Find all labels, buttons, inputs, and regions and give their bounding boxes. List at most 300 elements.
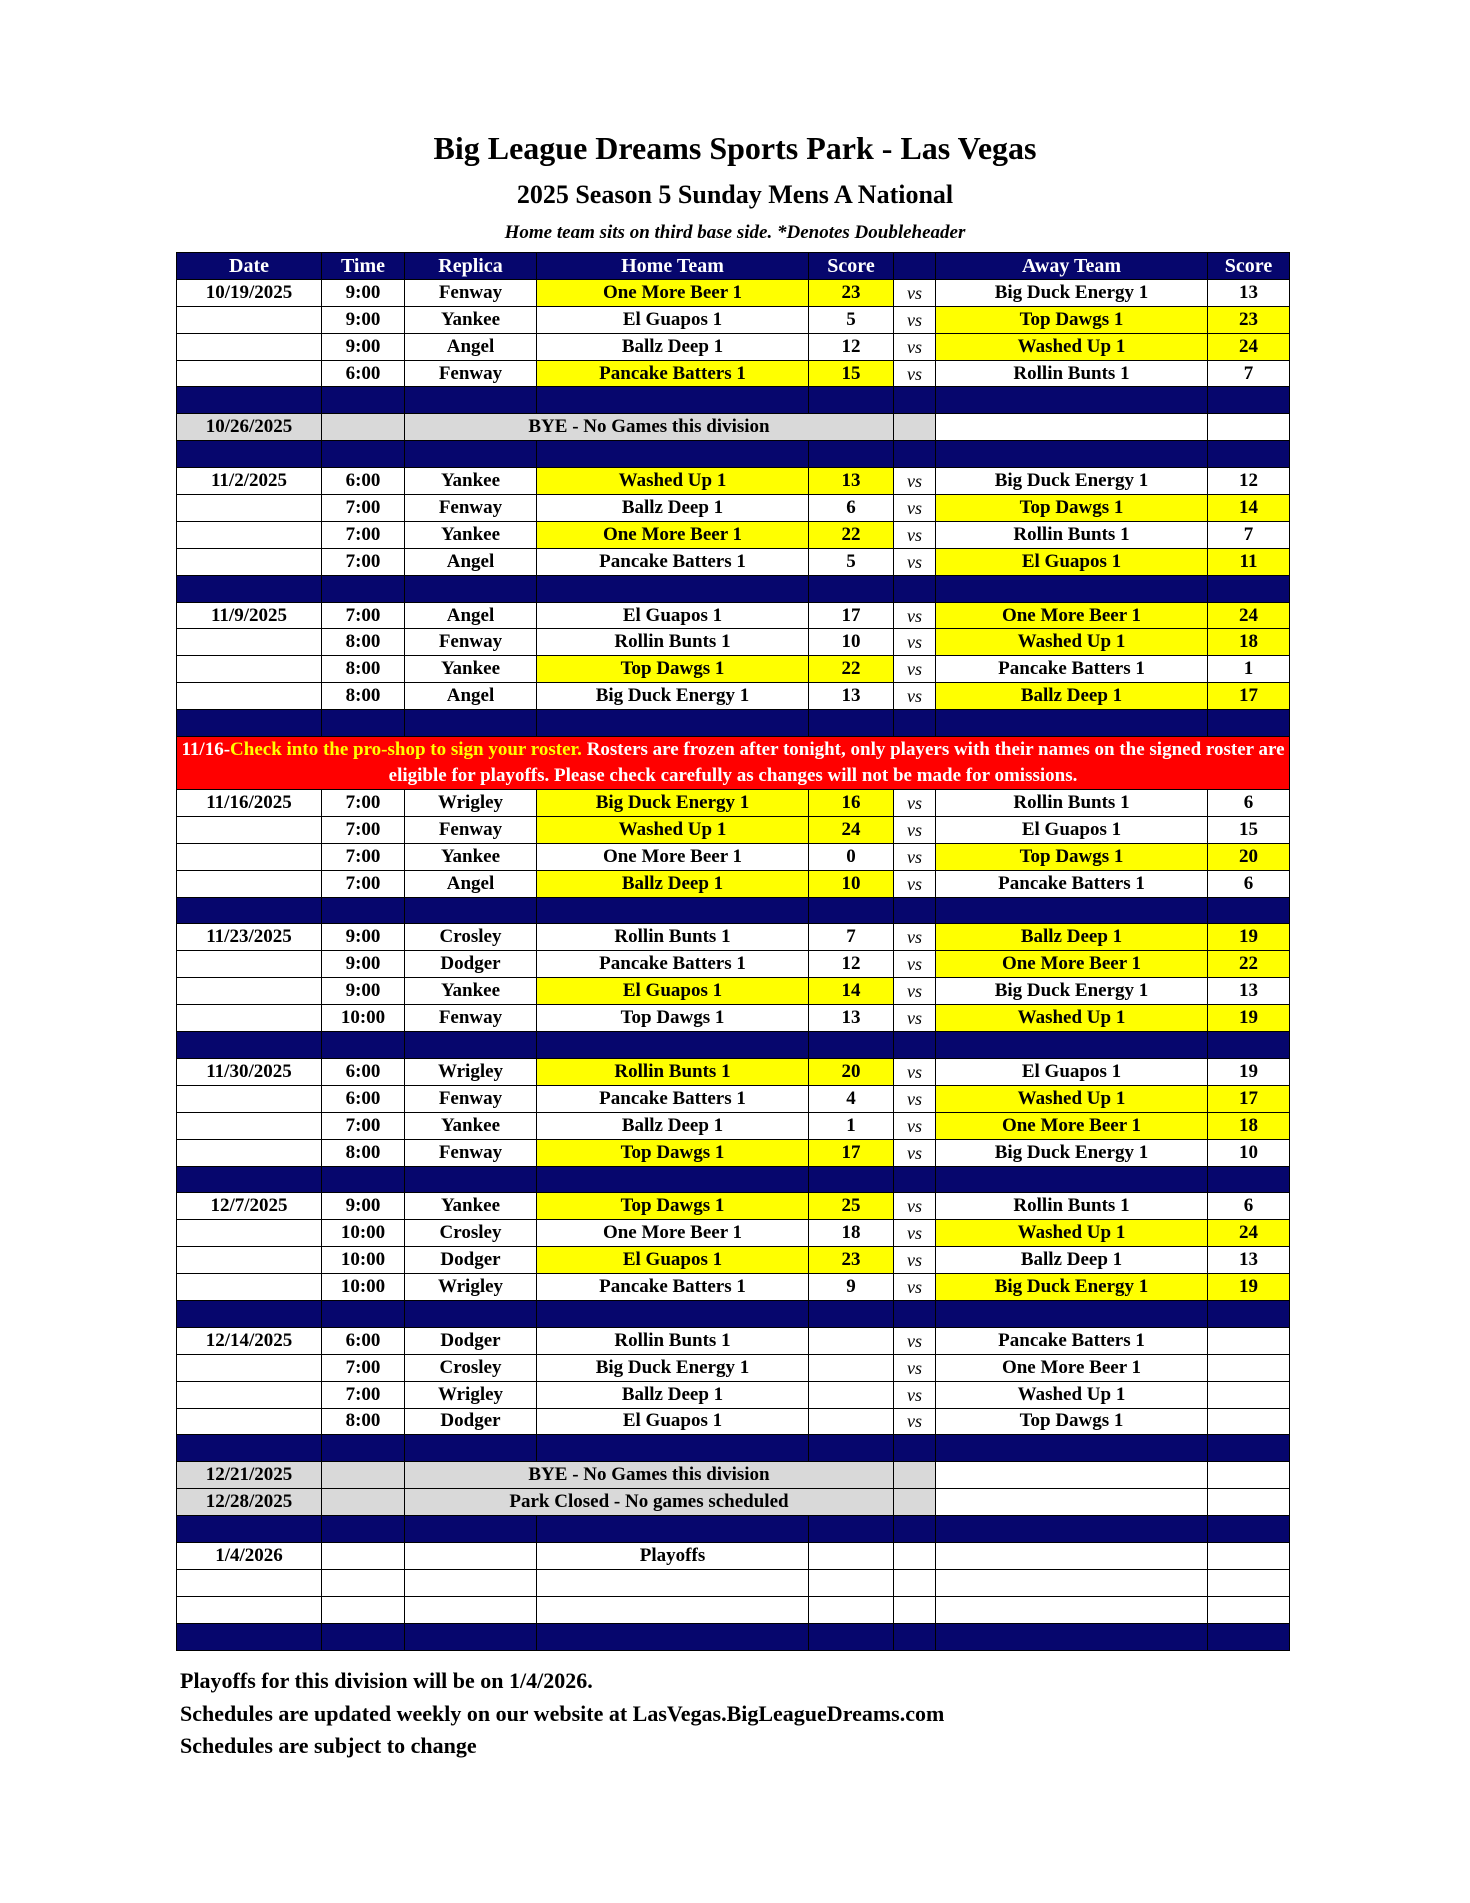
home-team-cell: One More Beer 1 [537,279,809,306]
separator-cell [936,897,1208,924]
separator-row [177,1435,1290,1462]
vs-cell: vs [894,279,936,306]
replica-field-cell: Fenway [405,1085,537,1112]
date-cell [177,1085,322,1112]
separator-cell [1208,575,1290,602]
home-team-cell: Pancake Batters 1 [537,951,809,978]
blank-cell [405,1569,537,1596]
bye-message: BYE - No Games this division [405,1462,894,1489]
separator-cell [322,1516,405,1543]
home-team-cell: Ballz Deep 1 [537,333,809,360]
separator-cell [1208,387,1290,414]
game-row [177,1327,1290,1354]
away-score-cell: 14 [1208,495,1290,522]
away-score-cell: 22 [1208,951,1290,978]
away-team-cell: Washed Up 1 [936,333,1208,360]
vs-cell: vs [894,843,936,870]
vs-cell: vs [894,951,936,978]
vs-cell: vs [894,521,936,548]
away-team-cell: Ballz Deep 1 [936,924,1208,951]
home-score-cell: 1 [809,1112,894,1139]
home-team-cell: Top Dawgs 1 [537,1005,809,1032]
home-team-cell: Big Duck Energy 1 [537,683,809,710]
home-score-cell: 10 [809,870,894,897]
away-score-cell: 6 [1208,1193,1290,1220]
home-score-cell: 7 [809,924,894,951]
replica-field-cell: Wrigley [405,1381,537,1408]
blank-cell [537,1596,809,1623]
column-header-away-team: Away Team [936,253,1208,280]
away-score-cell: 18 [1208,629,1290,656]
vs-cell: vs [894,870,936,897]
away-score-cell [1208,1542,1290,1569]
separator-cell [936,441,1208,468]
home-team-cell: Rollin Bunts 1 [537,1327,809,1354]
home-score-cell: 5 [809,306,894,333]
column-header-replica: Replica [405,253,537,280]
date-cell [177,495,322,522]
blank-cell [894,1596,936,1623]
vs-cell: vs [894,629,936,656]
replica-field-cell: Fenway [405,1139,537,1166]
replica-field-cell: Wrigley [405,1058,537,1085]
home-team-cell: Big Duck Energy 1 [537,790,809,817]
separator-cell [405,441,537,468]
date-cell [177,629,322,656]
date-cell [177,978,322,1005]
away-team-cell: Ballz Deep 1 [936,1247,1208,1274]
separator-cell [1208,1166,1290,1193]
time-cell: 8:00 [322,656,405,683]
blank-cell [177,1569,322,1596]
roster-alert [177,737,1290,790]
separator-cell [1208,1032,1290,1059]
separator-cell [405,897,537,924]
home-score-cell [809,1327,894,1354]
page-title: Big League Dreams Sports Park - Las Vegas [433,130,1037,166]
away-team-cell: Top Dawgs 1 [936,495,1208,522]
separator-cell [894,1300,936,1327]
bye-message: BYE - No Games this division [405,414,894,441]
replica-field-cell: Angel [405,333,537,360]
separator-cell [809,1166,894,1193]
away-score-cell: 10 [1208,1139,1290,1166]
vs-cell: vs [894,333,936,360]
time-cell: 9:00 [322,924,405,951]
blank-cell [1208,1569,1290,1596]
home-team-cell: Big Duck Energy 1 [537,1354,809,1381]
game-row [177,468,1290,495]
time-cell: 7:00 [322,1354,405,1381]
away-score-cell: 7 [1208,360,1290,387]
home-team-cell: One More Beer 1 [537,521,809,548]
home-team-cell: El Guapos 1 [537,306,809,333]
time-cell: 10:00 [322,1005,405,1032]
vs-cell: vs [894,495,936,522]
footer-change-note: Schedules are subject to change [180,1733,477,1758]
separator-cell [894,1032,936,1059]
away-team-cell: Washed Up 1 [936,629,1208,656]
separator-cell [809,1516,894,1543]
date-cell [177,306,322,333]
separator-cell [405,1435,537,1462]
time-cell: 7:00 [322,816,405,843]
time-cell [322,414,405,441]
replica-field-cell: Crosley [405,1220,537,1247]
separator-cell [894,575,936,602]
vs-cell: vs [894,683,936,710]
time-cell: 8:00 [322,1139,405,1166]
home-team-cell: Ballz Deep 1 [537,1381,809,1408]
away-team-cell: Ballz Deep 1 [936,683,1208,710]
game-row [177,629,1290,656]
roster-alert-row [177,737,1290,790]
away-score-cell: 11 [1208,548,1290,575]
separator-cell [537,1516,809,1543]
away-score-cell: 6 [1208,790,1290,817]
separator-row [177,441,1290,468]
home-team-cell: Pancake Batters 1 [537,360,809,387]
header-row [177,253,1290,280]
replica-field-cell: Angel [405,870,537,897]
home-score-cell [809,1408,894,1435]
game-row [177,548,1290,575]
time-cell: 9:00 [322,951,405,978]
separator-cell [537,1435,809,1462]
separator-cell [537,897,809,924]
time-cell: 8:00 [322,629,405,656]
home-team-cell: El Guapos 1 [537,602,809,629]
vs-cell: vs [894,1327,936,1354]
home-team-cell: Top Dawgs 1 [537,656,809,683]
home-score-cell: 20 [809,1058,894,1085]
separator-cell [936,1032,1208,1059]
time-cell: 7:00 [322,548,405,575]
time-cell: 7:00 [322,602,405,629]
game-row [177,495,1290,522]
separator-cell [809,710,894,737]
home-score-cell: 4 [809,1085,894,1112]
separator-cell [322,1166,405,1193]
home-score-cell: 12 [809,333,894,360]
separator-cell [809,1435,894,1462]
date-cell: 10/19/2025 [177,279,322,306]
away-score-cell: 7 [1208,521,1290,548]
replica-field-cell: Yankee [405,1112,537,1139]
away-team-cell: Washed Up 1 [936,1381,1208,1408]
game-row [177,1381,1290,1408]
separator-cell [177,1032,322,1059]
date-cell: 11/30/2025 [177,1058,322,1085]
home-team-cell: Washed Up 1 [537,816,809,843]
time-cell: 7:00 [322,1381,405,1408]
away-team-cell: One More Beer 1 [936,951,1208,978]
game-row [177,1220,1290,1247]
date-cell [177,870,322,897]
time-cell: 6:00 [322,1327,405,1354]
away-score-cell: 13 [1208,978,1290,1005]
replica-field-cell: Dodger [405,951,537,978]
date-cell [177,521,322,548]
game-row [177,333,1290,360]
time-cell: 9:00 [322,978,405,1005]
separator-cell [894,1516,936,1543]
away-score-cell [1208,1408,1290,1435]
separator-cell [537,1032,809,1059]
away-team-cell: One More Beer 1 [936,1112,1208,1139]
vs-cell [894,1542,936,1569]
blank-cell [322,1569,405,1596]
away-team-cell [936,414,1208,441]
separator-cell [809,897,894,924]
vs-cell: vs [894,548,936,575]
away-score-cell: 24 [1208,602,1290,629]
away-score-cell: 13 [1208,279,1290,306]
separator-cell [537,1300,809,1327]
blank-cell [894,1569,936,1596]
separator-cell [177,1435,322,1462]
away-score-cell [1208,1381,1290,1408]
vs-cell: vs [894,1193,936,1220]
home-team-cell: El Guapos 1 [537,1408,809,1435]
away-score-cell [1208,1327,1290,1354]
date-cell: 11/23/2025 [177,924,322,951]
home-score-cell: 22 [809,521,894,548]
game-row [177,1058,1290,1085]
vs-cell: vs [894,1354,936,1381]
away-score-cell: 15 [1208,816,1290,843]
home-score-cell: 23 [809,1247,894,1274]
home-score-cell: 24 [809,816,894,843]
replica-field-cell: Angel [405,548,537,575]
date-cell [177,1408,322,1435]
separator-row [177,1032,1290,1059]
separator-cell [894,441,936,468]
home-score-cell: 25 [809,1193,894,1220]
home-team-cell: Ballz Deep 1 [537,870,809,897]
game-row [177,1139,1290,1166]
separator-cell [177,575,322,602]
home-team-cell: Pancake Batters 1 [537,1274,809,1301]
time-cell: 8:00 [322,683,405,710]
separator-cell [177,1166,322,1193]
separator-cell [405,1516,537,1543]
column-header-home-team: Home Team [537,253,809,280]
away-team-cell: Rollin Bunts 1 [936,521,1208,548]
vs-cell: vs [894,1058,936,1085]
home-team-cell: Rollin Bunts 1 [537,1058,809,1085]
home-team-cell: Ballz Deep 1 [537,1112,809,1139]
away-score-cell: 24 [1208,1220,1290,1247]
vs-cell: vs [894,306,936,333]
date-cell: 12/21/2025 [177,1462,322,1489]
game-row [177,360,1290,387]
away-team-cell: El Guapos 1 [936,548,1208,575]
date-cell [177,951,322,978]
date-cell [177,1381,322,1408]
date-cell [177,360,322,387]
home-score-cell: 17 [809,1139,894,1166]
separator-cell [177,387,322,414]
separator-cell [809,575,894,602]
time-cell: 7:00 [322,870,405,897]
separator-cell [405,387,537,414]
time-cell: 7:00 [322,521,405,548]
away-team-cell: Top Dawgs 1 [936,843,1208,870]
away-score-cell: 6 [1208,870,1290,897]
away-score-cell [1208,1462,1290,1489]
away-score-cell: 19 [1208,924,1290,951]
vs-cell: vs [894,656,936,683]
separator-row [177,897,1290,924]
away-team-cell: Big Duck Energy 1 [936,468,1208,495]
separator-cell [809,441,894,468]
separator-cell [894,710,936,737]
replica-field-cell: Yankee [405,468,537,495]
date-cell [177,1112,322,1139]
separator-cell [322,441,405,468]
replica-field-cell: Yankee [405,978,537,1005]
time-cell: 10:00 [322,1220,405,1247]
date-cell [177,1247,322,1274]
home-score-cell: 12 [809,951,894,978]
home-score-cell [809,1542,894,1569]
separator-cell [936,710,1208,737]
blank-cell [322,1596,405,1623]
replica-field-cell: Fenway [405,816,537,843]
away-team-cell: Pancake Batters 1 [936,656,1208,683]
date-cell [177,683,322,710]
date-cell [177,1005,322,1032]
time-cell: 6:00 [322,1058,405,1085]
replica-field-cell: Yankee [405,521,537,548]
game-row [177,951,1290,978]
time-cell: 6:00 [322,468,405,495]
home-score-cell [809,1381,894,1408]
separator-cell [537,441,809,468]
separator-cell [405,710,537,737]
separator-cell [894,897,936,924]
bye-row [177,1462,1290,1489]
away-score-cell: 19 [1208,1005,1290,1032]
separator-cell [537,1623,809,1650]
game-row [177,306,1290,333]
replica-field-cell: Yankee [405,306,537,333]
away-team-cell: Rollin Bunts 1 [936,360,1208,387]
separator-cell [405,1300,537,1327]
separator-cell [177,710,322,737]
game-row [177,924,1290,951]
column-header-home-score: Score [809,253,894,280]
home-score-cell: 13 [809,1005,894,1032]
blank-cell [936,1596,1208,1623]
date-cell: 10/26/2025 [177,414,322,441]
separator-cell [322,897,405,924]
vs-cell [894,1489,936,1516]
replica-field-cell: Crosley [405,1354,537,1381]
separator-row [177,1516,1290,1543]
date-cell: 11/2/2025 [177,468,322,495]
away-score-cell [1208,414,1290,441]
separator-cell [894,1166,936,1193]
separator-cell [405,1623,537,1650]
vs-cell: vs [894,1112,936,1139]
away-team-cell: One More Beer 1 [936,1354,1208,1381]
home-score-cell: 6 [809,495,894,522]
game-row [177,1354,1290,1381]
separator-cell [936,1623,1208,1650]
home-score-cell: 10 [809,629,894,656]
home-team-cell: Rollin Bunts 1 [537,629,809,656]
separator-cell [322,575,405,602]
separator-cell [936,575,1208,602]
replica-field-cell: Fenway [405,629,537,656]
home-score-cell: 0 [809,843,894,870]
vs-cell: vs [894,816,936,843]
away-team-cell: One More Beer 1 [936,602,1208,629]
separator-cell [1208,897,1290,924]
away-score-cell: 23 [1208,306,1290,333]
away-team-cell: Big Duck Energy 1 [936,279,1208,306]
home-score-cell: 15 [809,360,894,387]
replica-field-cell: Yankee [405,1193,537,1220]
vs-cell [894,1462,936,1489]
time-cell [322,1542,405,1569]
blank-cell [177,1596,322,1623]
vs-cell: vs [894,1408,936,1435]
separator-cell [936,387,1208,414]
away-team-cell: Rollin Bunts 1 [936,1193,1208,1220]
vs-cell: vs [894,1220,936,1247]
away-score-cell: 20 [1208,843,1290,870]
separator-cell [809,387,894,414]
blank-cell [1208,1596,1290,1623]
separator-cell [894,1435,936,1462]
replica-field-cell: Fenway [405,360,537,387]
separator-cell [809,1300,894,1327]
alert-date-prefix: 11/16- [181,739,231,761]
replica-field-cell: Dodger [405,1327,537,1354]
away-team-cell: Washed Up 1 [936,1220,1208,1247]
away-score-cell: 18 [1208,1112,1290,1139]
vs-cell [894,414,936,441]
game-row [177,1247,1290,1274]
date-cell [177,1220,322,1247]
separator-cell [322,387,405,414]
game-row [177,843,1290,870]
time-cell: 7:00 [322,843,405,870]
column-header-time: Time [322,253,405,280]
date-cell: 12/14/2025 [177,1327,322,1354]
blank-cell [936,1569,1208,1596]
separator-cell [809,1032,894,1059]
replica-field-cell: Dodger [405,1408,537,1435]
time-cell: 9:00 [322,306,405,333]
separator-cell [1208,1623,1290,1650]
time-cell: 8:00 [322,1408,405,1435]
away-score-cell [1208,1489,1290,1516]
away-team-cell: Big Duck Energy 1 [936,978,1208,1005]
replica-field-cell: Fenway [405,1005,537,1032]
replica-field-cell: Fenway [405,279,537,306]
time-cell: 9:00 [322,279,405,306]
home-score-cell: 16 [809,790,894,817]
away-team-cell: Washed Up 1 [936,1005,1208,1032]
column-header-away-score: Score [1208,253,1290,280]
game-row [177,978,1290,1005]
date-cell: 11/9/2025 [177,602,322,629]
vs-cell: vs [894,1085,936,1112]
